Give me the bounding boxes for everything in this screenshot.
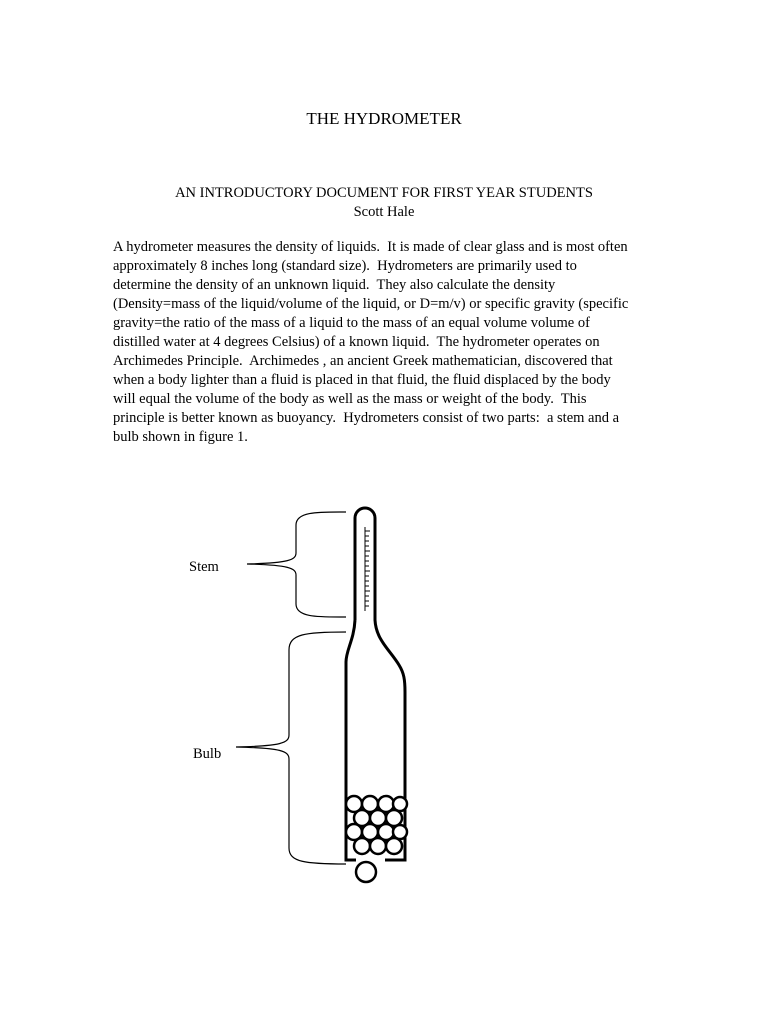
stem-label: Stem (189, 559, 219, 575)
paragraph-line: determine the density of an unknown liquid. They also calculate the density (113, 277, 556, 293)
paragraph-line: (Density=mass of the liquid/volume of the liquid, or D=m/v) or specific gravity (specific (113, 296, 629, 312)
paragraph-line: bulb shown in figure 1. (113, 429, 248, 445)
paragraph-line: A hydrometer measures the density of liquids. It is made of clear glass and is most often (113, 239, 628, 255)
paragraph-line: distilled water at 4 degrees Celsius) of a known liquid. The hydrometer operates on (113, 334, 600, 350)
author-name: Scott Hale (353, 204, 415, 220)
page-title: THE HYDROMETER (306, 109, 462, 128)
paragraph-line: approximately 8 inches long (standard size). Hydrometers are primarily used to (113, 258, 577, 274)
paragraph-line: Archimedes Principle. Archimedes , an ancient Greek mathematician, discovered that (113, 353, 613, 369)
stem-scale (365, 527, 370, 611)
stem-brace (247, 512, 346, 617)
bulb-label: Bulb (193, 746, 222, 762)
paragraph-line: gravity=the ratio of the mass of a liquid to the mass of an equal volume volume of (113, 315, 590, 331)
bulb-ballast (346, 796, 407, 882)
paragraph-line: when a body lighter than a fluid is placed in that fluid, the fluid displaced by the body (113, 372, 611, 388)
paragraph-line: will equal the volume of the body as well as the mass or weight of the body. This (113, 391, 587, 407)
document-subtitle: AN INTRODUCTORY DOCUMENT FOR FIRST YEAR STUDENTS (175, 185, 593, 201)
bulb-brace (236, 632, 346, 864)
paragraph-line: principle is better known as buoyancy. Hydrometers consist of two parts: a stem and a (113, 410, 620, 426)
